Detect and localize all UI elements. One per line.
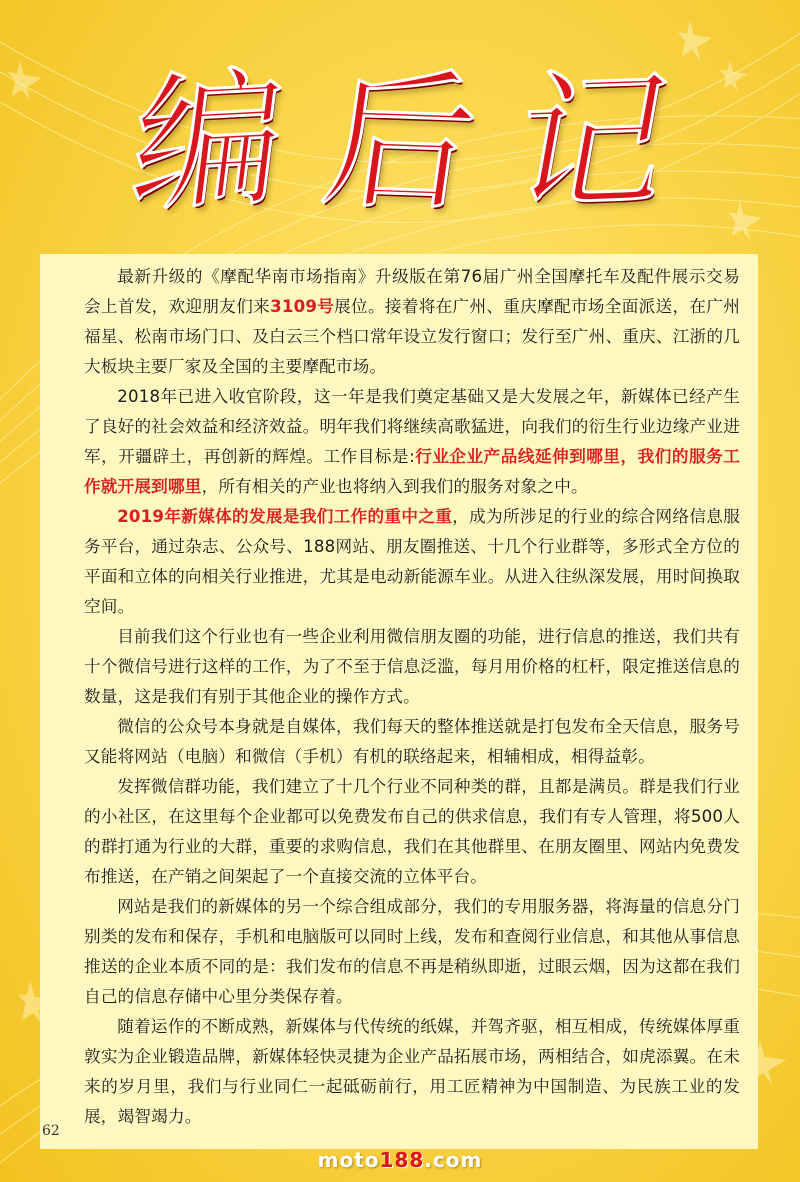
page-title — [0, 51, 800, 234]
highlight-text: 2019年新媒体的发展是我们工作的重中之重 — [117, 507, 453, 526]
text-run: 展位。接着将在广州、重庆摩配市场全面派送，在广州福星、松南市场门口、及白云三个档口常年设立发行窗口；发行至广州、重庆、江浙的几大板块主要厂家及全国的主要摩配市场。 — [84, 297, 740, 376]
text-run: 网站是我们的新媒体的另一个综合组成部分，我们的专用服务器，将海量的信息分门别类的发布和保存，手机和电脑版可以同时上线，发布和查阅行业信息，和其他从事信息推送的企业本质不同的是：我们发布的信息不再是稍纵即逝，过眼云烟，因为这都在我们自己的信息存储中心里分类保存着。 — [84, 897, 740, 1006]
highlight-text: 3109号 — [270, 297, 335, 316]
text-run: 随着运作的不断成熟，新媒体与代传统的纸媒，并驾齐驱，相互相成，传统媒体厚重敦实为企业锻造品牌，新媒体轻快灵捷为企业产品拓展市场，两相结合，如虎添翼。在未来的岁月里，我们与行业同仁一起砥砺前行，用工匠精神为中国制造、为民族工业的发展，竭智竭力。 — [84, 1017, 740, 1126]
text-run: 目前我们这个行业也有一些企业利用微信朋友圈的功能，进行信息的推送，我们共有十个微信号进行这样的工作，为了不至于信息泛滥，每月用价格的杠杆，限定推送信息的数量，这是我们有别于其他企业的操作方式。 — [84, 627, 740, 706]
title-glyph: 编 — [121, 51, 295, 234]
article-panel — [40, 254, 758, 1149]
paragraph-8 — [84, 1012, 740, 1132]
paragraph-6 — [84, 772, 740, 892]
title-glyph: 后 — [313, 52, 487, 233]
paragraph-3 — [84, 502, 740, 622]
paragraph-1 — [84, 262, 740, 382]
page-number: 62 — [42, 1123, 60, 1139]
text-run: 发挥微信群功能，我们建立了十几个行业不同种类的群，且都是满员。群是我们行业的小社区，在这里每个企业都可以免费发布自己的供求信息，我们有专人管理，将500人的群打通为行业的大群，重要的求购信息，我们在其他群里、在朋友圈里、网站内免费发布推送，在产销之间架起了一个直接交流的立体平台。 — [84, 777, 740, 886]
site-suffix: .com — [424, 1148, 483, 1172]
paragraph-2 — [84, 382, 740, 502]
title-glyph: 记 — [501, 52, 683, 233]
paragraph-7 — [84, 892, 740, 1012]
text-run: 最新升级的《摩配华南市场指南》升级版在第76届广州全国摩托车及配件展示交易会上首发，欢迎朋友们来 — [84, 267, 740, 316]
highlight-text: 行业企业产品线延伸到哪里，我们的服务工作就开展到哪里 — [84, 447, 740, 496]
site-url[interactable] — [0, 1148, 800, 1172]
site-prefix: moto — [317, 1148, 380, 1172]
text-run: ，成为所涉足的行业的综合网络信息服务平台，通过杂志、公众号、188网站、朋友圈推送、十几个行业群等，多形式全方位的平面和立体的向相关行业推进，尤其是电动新能源车业。从进入往纵深发展，用时间换取空间。 — [84, 507, 740, 616]
text-run: ，所有相关的产业也将纳入到我们的服务对象之中。 — [201, 477, 588, 496]
text-run: 微信的公众号本身就是自媒体，我们每天的整体推送就是打包发布全天信息，服务号又能将网站（电脑）和微信（手机）有机的联络起来，相辅相成，相得益彰。 — [84, 717, 740, 766]
paragraph-4 — [84, 622, 740, 712]
text-run: 2018年已进入收官阶段，这一年是我们奠定基础又是大发展之年，新媒体已经产生了良好的社会效益和经济效益。明年我们将继续高歌猛进，向我们的衍生行业边缘产业进军，开疆辟土，再创新的辉煌。工作目标是: — [84, 387, 740, 466]
site-number: 188 — [379, 1148, 425, 1172]
paragraph-5 — [84, 712, 740, 772]
